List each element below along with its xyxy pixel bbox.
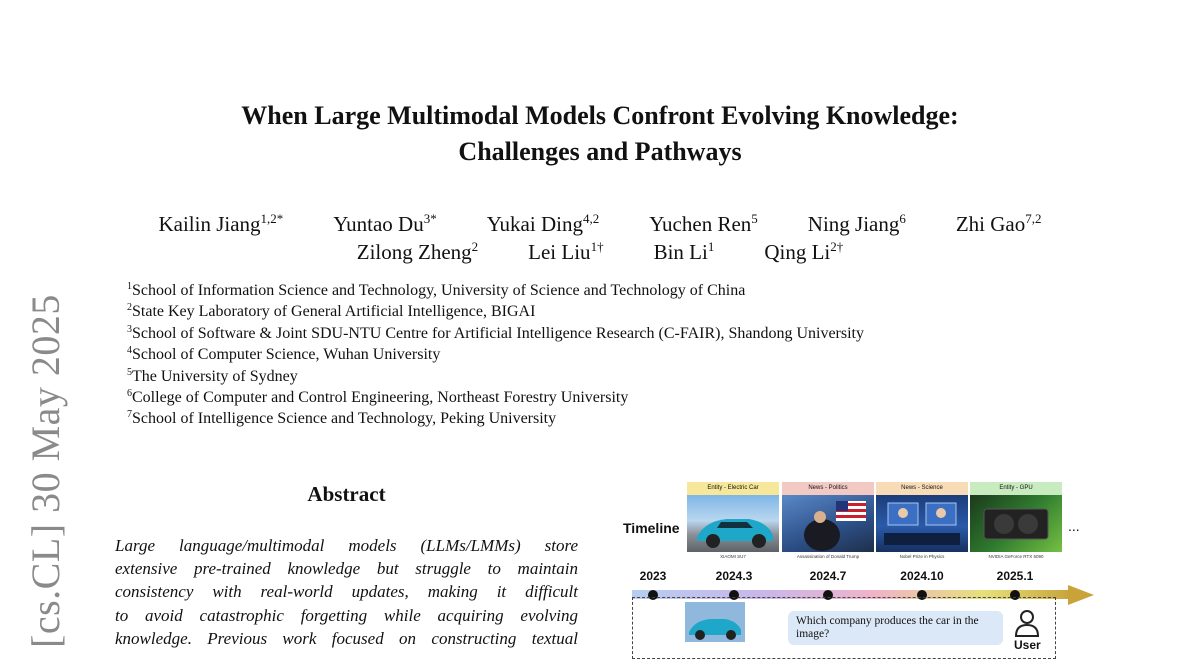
author-affil: 4,2 — [582, 211, 600, 226]
affiliation-num: 6 — [127, 388, 132, 400]
affiliation — [127, 323, 864, 344]
card-header: News - Science — [876, 482, 968, 495]
author-name: Yukai Ding — [486, 212, 583, 236]
gpu-photo — [970, 495, 1062, 552]
author — [654, 240, 715, 265]
affiliation-text: College of Computer and Control Engineering, Northeast Forestry University — [132, 389, 629, 407]
card-gpu — [970, 482, 1062, 562]
card-header: Entity - GPU — [970, 482, 1062, 495]
year-label: 2023 — [639, 569, 667, 583]
card-header: News - Politics — [782, 482, 874, 495]
abstract-line: Large language/multimodal models (LLMs/LMMs) store — [115, 536, 578, 555]
card-header: Entity - Electric Car — [687, 482, 779, 495]
author-affil: 1† — [590, 239, 604, 254]
author — [487, 212, 600, 237]
abstract-heading: Abstract — [307, 482, 386, 506]
year-label: 2024.7 — [809, 569, 847, 583]
timeline-label: Timeline — [623, 520, 680, 536]
affiliation-text: School of Software & Joint SDU-NTU Centre for Artificial Intelligence Research (C-FAIR), Shandong University — [132, 324, 864, 342]
abstract-line: extensive pre-trained knowledge but struggle to maintain — [115, 559, 578, 579]
gpu-icon — [970, 495, 1062, 552]
author-affil: 2† — [830, 239, 844, 254]
author-affil: 5 — [751, 211, 758, 226]
more-ellipsis: ... — [1068, 518, 1080, 534]
politics-photo — [782, 495, 874, 552]
user-label: User — [1014, 638, 1041, 652]
author-name: Kailin Jiang — [158, 212, 261, 236]
title-line-1: When Large Multimodal Models Confront Evolving Knowledge: — [241, 101, 959, 130]
title-line-2: Challenges and Pathways — [458, 137, 742, 166]
car-icon — [687, 495, 779, 552]
affiliation-num: 3 — [127, 323, 132, 335]
question-bubble: Which company produces the car in the image? — [788, 611, 1003, 645]
affiliation-num: 7 — [127, 409, 132, 421]
card-science — [876, 482, 968, 562]
abstract-line: to avoid catastrophic forgetting while acquiring evolving — [115, 605, 578, 625]
abstract-line: knowledge. Previous work focused on constructing textual — [115, 628, 578, 648]
affiliation-text: The University of Sydney — [132, 367, 298, 385]
affiliation-num: 5 — [127, 366, 132, 378]
author-affil: 3* — [423, 211, 437, 226]
card-politics — [782, 482, 874, 562]
author-name: Qing Li — [764, 240, 831, 264]
affiliation-text: School of Information Science and Technology, University of Science and Technology of China — [132, 282, 746, 299]
card-caption: XIAOMI SU7 — [720, 554, 746, 559]
car-photo — [687, 495, 779, 552]
abstract-body — [115, 534, 578, 650]
author — [158, 212, 283, 237]
author-name: Yuchen Ren — [649, 212, 752, 236]
affiliation — [127, 344, 864, 365]
author-affil: 2 — [471, 239, 479, 254]
affiliation-num: 4 — [127, 345, 132, 357]
author-name: Yuntao Du — [333, 212, 424, 236]
affiliation-num: 1 — [127, 281, 132, 292]
year-label: 2024.3 — [715, 569, 753, 583]
card-electric-car — [687, 482, 779, 562]
card-caption: Nobel Prize in Physics — [899, 554, 945, 559]
affiliations — [127, 280, 864, 430]
affiliation-text: School of Computer Science, Wuhan University — [132, 346, 441, 364]
author — [333, 212, 436, 237]
author — [528, 240, 603, 265]
year-label: 2024.10 — [900, 569, 944, 583]
authors-row-1 — [0, 212, 1200, 237]
paper-title — [0, 98, 1200, 170]
timeline-figure — [610, 480, 1100, 652]
affiliation-num: 2 — [127, 302, 132, 314]
author-name: Ning Jiang — [807, 212, 900, 236]
year-label: 2025.1 — [996, 569, 1034, 583]
author-name: Lei Liu — [528, 240, 591, 264]
affiliation-text: School of Intelligence Science and Technology, Peking University — [132, 410, 557, 428]
authors-row-2 — [0, 240, 1200, 265]
author — [649, 212, 758, 237]
author-affil: 1 — [707, 239, 715, 254]
flag-icon — [782, 495, 874, 552]
author-affil: 7,2 — [1025, 211, 1042, 226]
author — [764, 240, 843, 265]
author-affil: 6 — [899, 211, 906, 226]
author-name: Zhi Gao — [955, 212, 1026, 236]
affiliation — [127, 408, 864, 429]
affiliation — [127, 366, 864, 387]
author — [956, 212, 1042, 237]
card-caption: Assassination of Donald Trump — [796, 554, 860, 559]
abstract-line: consistency with real-world updates, making it difficult — [115, 582, 578, 602]
author-name: Bin Li — [653, 240, 708, 264]
query-car-image — [685, 602, 745, 642]
affiliation — [127, 280, 864, 301]
affiliation — [127, 301, 864, 322]
author — [808, 212, 906, 237]
author-affil: 1,2* — [260, 211, 284, 226]
card-caption: NVIDIA GeForce RTX 5090 — [988, 554, 1044, 559]
affiliation-text: State Key Laboratory of General Artificial Intelligence, BIGAI — [132, 303, 536, 321]
screens-icon — [876, 495, 968, 552]
author-name: Zilong Zheng — [356, 240, 472, 264]
affiliation — [127, 387, 864, 408]
science-photo — [876, 495, 968, 552]
arxiv-stamp: [cs.CL] 30 May 2025 — [23, 294, 68, 648]
author — [357, 240, 478, 265]
